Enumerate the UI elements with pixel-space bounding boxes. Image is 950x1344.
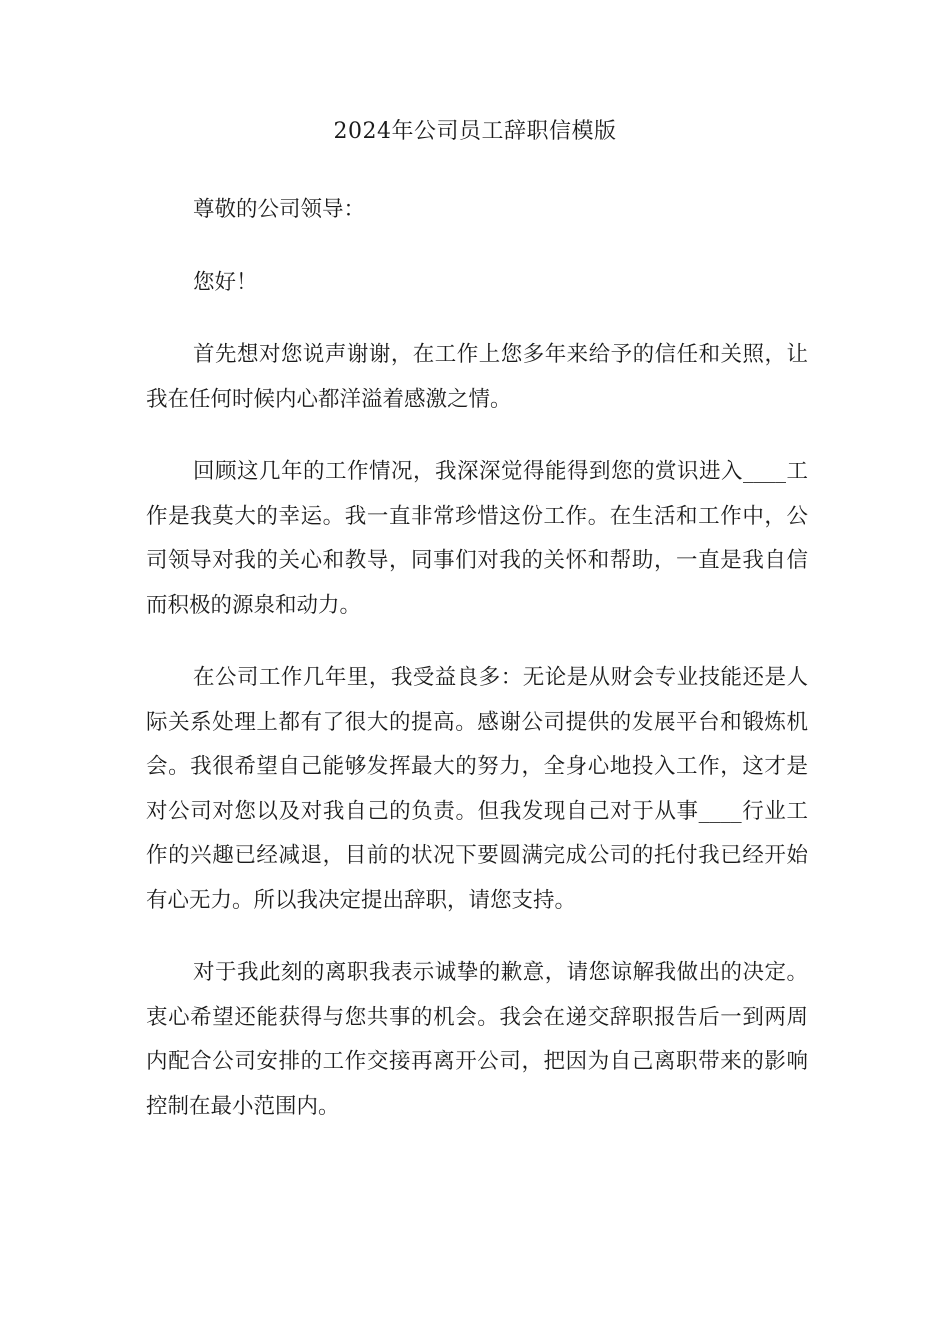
greeting: 您好！ (193, 269, 258, 295)
letter-body (146, 188, 808, 1157)
paragraph-reason: 在公司工作几年里，我受益良多：无论是从财会专业技能还是人际关系处理上都有了很大的提高。感谢公司提供的发展平台和锻炼机会。我很希望自己能够发挥最大的努力，全身心地投入工作，这才是对公司对您以及对我自己的负责。但我发现自己对于从事____行业工作的兴趣已经减退，目前的状况下要圆满完成公司的托付我已经开始有心无力。所以我决定提出辞职，请您支持。 (146, 665, 808, 913)
document-title: 2024年公司员工辞职信模版 (333, 119, 617, 144)
salutation: 尊敬的公司领导： (193, 197, 366, 222)
paragraph-apology: 对于我此刻的离职我表示诚挚的歉意，请您谅解我做出的决定。衷心希望还能获得与您共事的机会。我会在递交辞职报告后一到两周内配合公司安排的工作交接再离开公司，把因为自己离职带来的影响控制在最小范围内。 (146, 960, 808, 1119)
paragraph-thanks: 首先想对您说声谢谢，在工作上您多年来给予的信任和关照，让我在任何时候内心都洋溢着感激之情。 (146, 342, 808, 412)
paragraph-review: 回顾这几年的工作情况，我深深觉得能得到您的赏识进入____工作是我莫大的幸运。我一直非常珍惜这份工作。在生活和工作中，公司领导对我的关心和教导，同事们对我的关怀和帮助，一直是我自信而积极的源泉和动力。 (146, 459, 808, 618)
